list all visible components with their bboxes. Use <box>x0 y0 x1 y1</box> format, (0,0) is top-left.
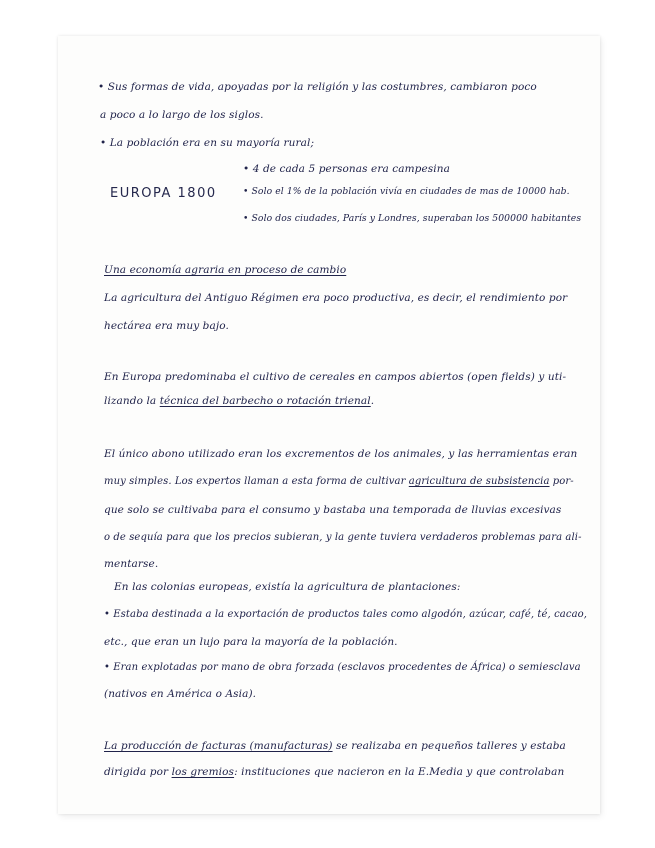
colonies-line-1: En las colonias europeas, existía la agricultura de plantaciones: <box>114 581 461 593</box>
economy-p2-text: lizando la <box>104 395 160 407</box>
manufacturing-underlined: La producción de facturas (manufacturas) <box>104 740 333 752</box>
economy-p3-line-4: o de sequía para que los precios subieran, y la gente tuviera verdaderos problemas para ali- <box>104 532 582 543</box>
economy-p3-line-1: El único abono utilizado eran los excrementos de los animales, y las herramientas eran <box>104 448 578 460</box>
economy-heading: Una economía agraria en proceso de cambio <box>104 264 347 276</box>
economy-p3-line-3: que solo se cultivaba para el consumo y bastaba una temporada de lluvias excesivas <box>104 504 562 516</box>
economy-p3-end: por- <box>549 476 574 487</box>
europe-fact-3: • Solo dos ciudades, París y Londres, superaban los 500000 habitantes <box>243 213 582 224</box>
colonies-line-4: • Eran explotadas por mano de obra forzada (esclavos procedentes de África) o semiesclava <box>104 662 581 673</box>
economy-p3-text: muy simples. Los expertos llaman a esta forma de cultivar <box>104 476 409 487</box>
production-line-2-end: : instituciones que nacieron en la E.Media y que controlaban <box>234 766 565 778</box>
guilds-underlined: los gremios <box>171 766 235 778</box>
intro-line-3: • La población era en su mayoría rural; <box>100 137 315 149</box>
notebook-page <box>58 36 600 814</box>
economy-p2-line-1: En Europa predominaba el cultivo de cereales en campos abiertos (open fields) y uti- <box>104 371 567 383</box>
europe-label: EUROPA 1800 <box>110 186 217 201</box>
colonies-line-3: etc., que eran un lujo para la mayoría de la población. <box>104 636 398 648</box>
europe-fact-2: • Solo el 1% de la población vivía en ciudades de mas de 10000 hab. <box>243 186 570 197</box>
intro-line-1: • Sus formas de vida, apoyadas por la religión y las costumbres, cambiaron poco <box>98 81 537 93</box>
intro-line-2: a poco a lo largo de los siglos. <box>100 109 264 121</box>
production-line-2 <box>104 766 564 778</box>
economy-p2-line-2 <box>104 395 374 407</box>
europe-fact-1: • 4 de cada 5 personas era campesina <box>243 163 450 175</box>
colonies-line-5: (nativos en América o Asia). <box>104 688 257 700</box>
production-line-1-text: se realizaba en pequeños talleres y estaba <box>332 740 566 752</box>
production-line-1 <box>104 740 566 752</box>
economy-p2-end: . <box>370 395 375 407</box>
economy-p3-line-5: mentarse. <box>104 558 159 570</box>
production-line-2-text: dirigida por <box>104 766 172 778</box>
economy-p1-line-2: hectárea era muy bajo. <box>104 320 229 332</box>
economy-p1-line-1: La agricultura del Antiguo Régimen era poco productiva, es decir, el rendimiento por <box>104 292 568 304</box>
economy-p3-line-2 <box>104 476 574 487</box>
fallow-technique-underlined: técnica del barbecho o rotación trienal <box>159 395 371 407</box>
colonies-line-2: • Estaba destinada a la exportación de productos tales como algodón, azúcar, café, té, cacao, <box>104 609 588 620</box>
subsistence-agriculture-underlined: agricultura de subsistencia <box>408 476 550 487</box>
